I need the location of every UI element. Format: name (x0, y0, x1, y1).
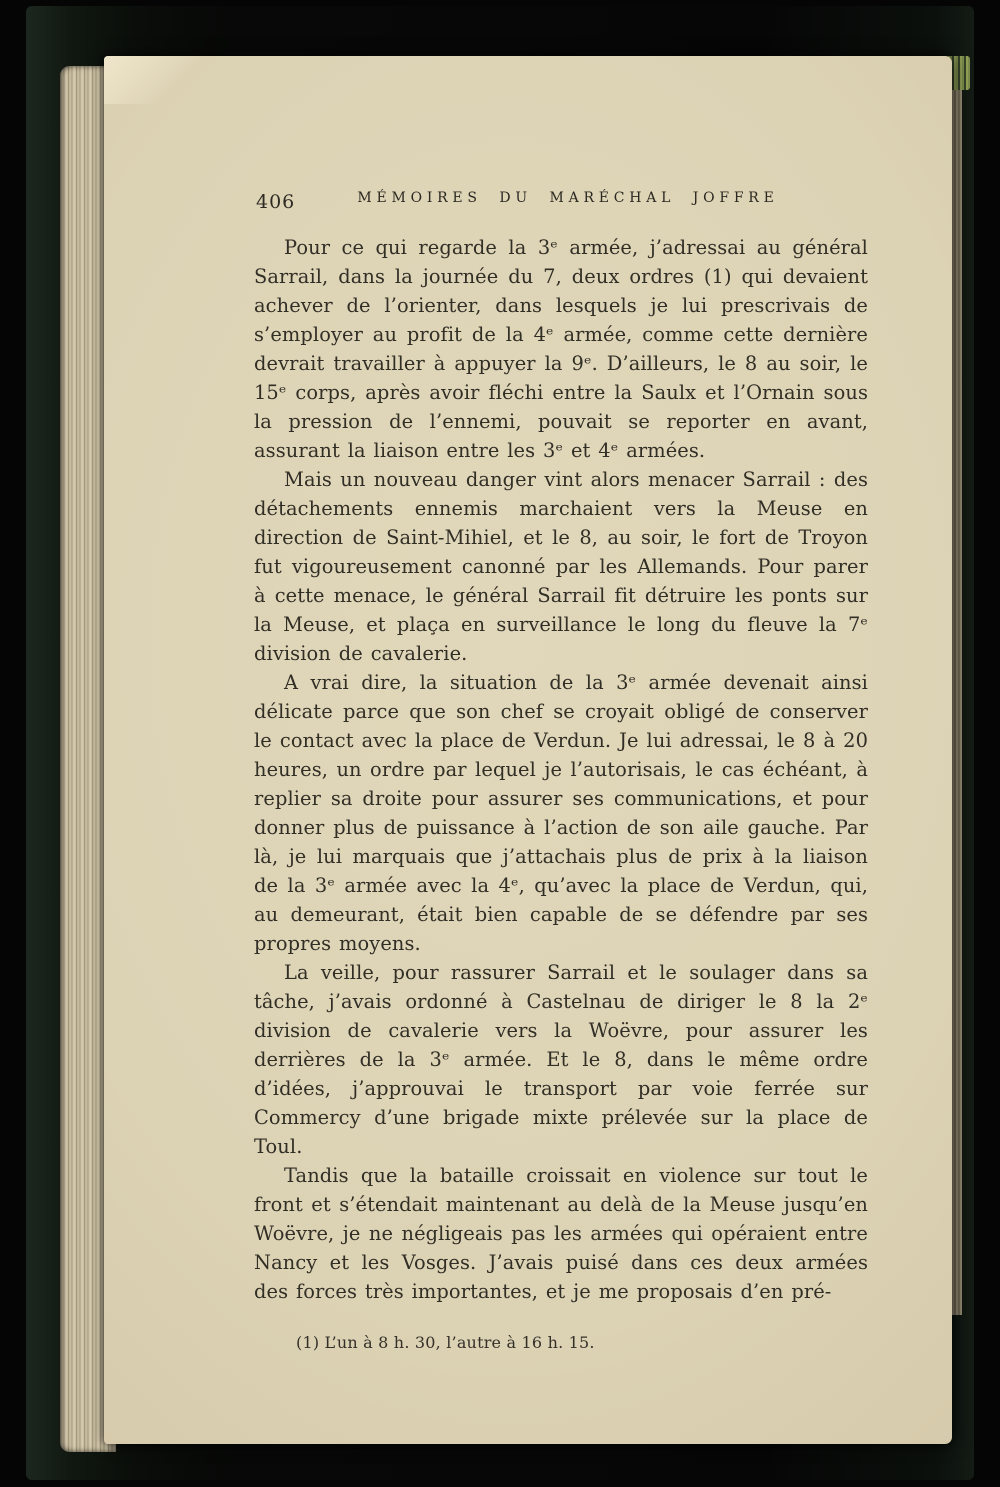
paragraph: Pour ce qui regarde la 3ᵉ armée, j’adressai au général Sarrail, dans la journée du 7, deux ordres (1) qui devaient achever de l’orienter, dans lesquels je lui prescrivais de s’employer au profit de la 4ᵉ armée, comme cette dernière devrait travailler à appuyer la 9ᵉ. D’ailleurs, le 8 au soir, le 15ᵉ corps, après avoir fléchi entre la Saulx et l’Ornain sous la pression de l’ennemi, pouvait se reporter en avant, assurant la liaison entre les 3ᵉ et 4ᵉ armées. (254, 236, 868, 462)
body-text (254, 233, 868, 1306)
page-text-block (254, 190, 868, 1352)
paragraph: Tandis que la bataille croissait en violence sur tout le front et s’étendait maintenant au delà de la Meuse jusqu’en Woëvre, je ne négligeais pas les armées qui opéraient entre Nancy et les Vosges. J’avais puisé dans ces deux armées des forces très importantes, et je me proposais d’en pré- (254, 1164, 868, 1303)
paragraph: Mais un nouveau danger vint alors menacer Sarrail : des détachements ennemis marchaient vers la Meuse en direction de Saint-Mihiel, et le 8, au soir, le fort de Troyon fut vigoureusement canonné par les Allemands. Pour parer à cette menace, le général Sarrail fit détruire les ponts sur la Meuse, et plaça en surveillance le long du fleuve la 7ᵉ division de cavalerie. (254, 468, 868, 665)
footnote: (1) L’un à 8 h. 30, l’autre à 16 h. 15. (296, 1333, 595, 1352)
running-header (254, 190, 868, 214)
book-page (104, 56, 952, 1444)
page-corner-curl (104, 56, 199, 104)
paragraph: A vrai dire, la situation de la 3ᵉ armée devenait ainsi délicate parce que son chef se croyait obligé de conserver le contact avec la place de Verdun. Je lui adressai, le 8 à 20 heures, un ordre par lequel je l’autorisais, le cas échéant, à replier sa droite pour assurer ses communications, et pour donner plus de puissance à l’action de son aile gauche. Par là, je lui marquais que j’attachais plus de prix à la liaison de la 3ᵉ armée avec la 4ᵉ, qu’avec la place de Verdun, qui, au demeurant, était bien capable de se défendre par ses propres moyens. (254, 671, 868, 955)
page-number: 406 (256, 191, 296, 213)
paragraph: La veille, pour rassurer Sarrail et le soulager dans sa tâche, j’avais ordonné à Castelnau de diriger le 8 la 2ᵉ division de cavalerie vers la Woëvre, pour assurer les derrières de la 3ᵉ armée. Et le 8, dans le même ordre d’idées, j’approuvai le transport par voie ferrée sur Commercy d’une brigade mixte prélevée sur la place de Toul. (254, 961, 868, 1158)
running-title: MÉMOIRES DU MARÉCHAL JOFFRE (357, 190, 779, 206)
